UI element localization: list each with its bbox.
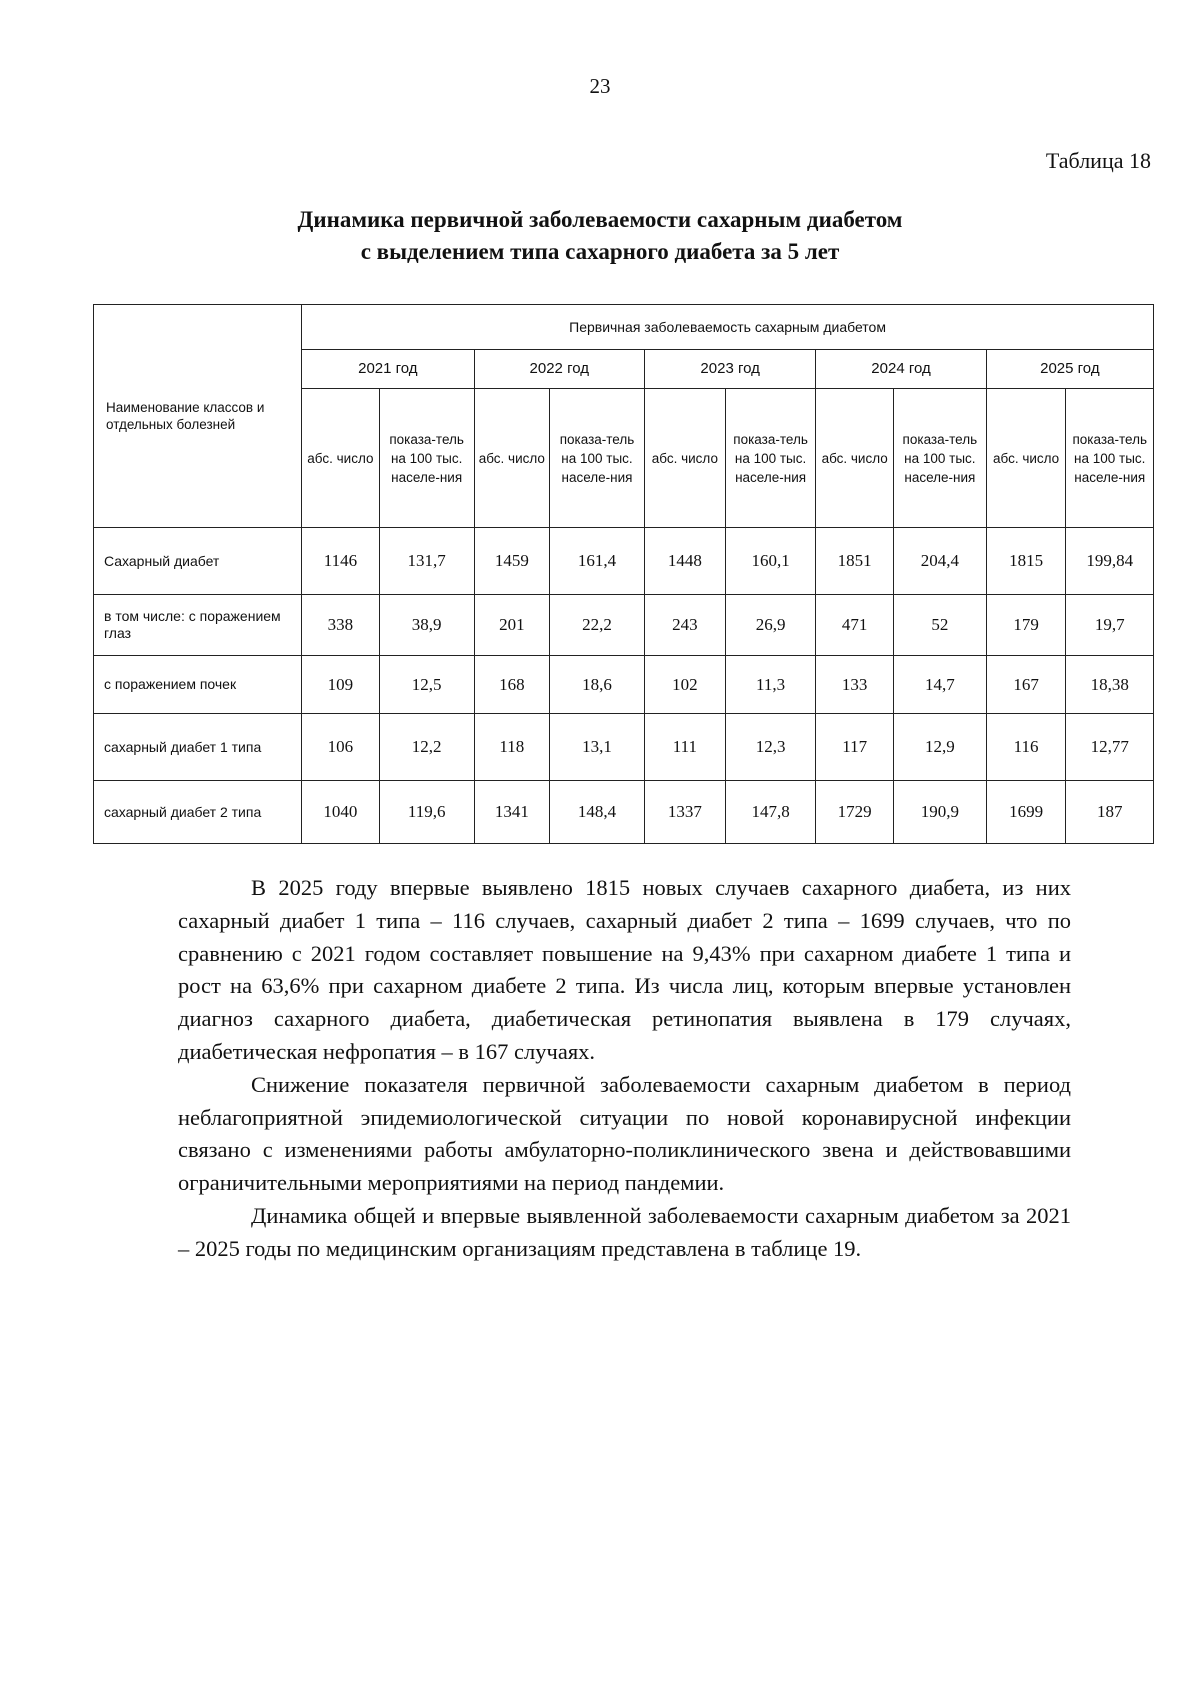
table-cell: 1459 [474, 528, 549, 595]
table-cell: 38,9 [379, 595, 474, 656]
table-cell: 11,3 [725, 656, 816, 714]
sub-header-abs: абс. число [644, 389, 725, 528]
table-cell: 168 [474, 656, 549, 714]
table-cell: 111 [644, 714, 725, 781]
row-name: сахарный диабет 1 типа [94, 714, 302, 781]
table-cell: 22,2 [550, 595, 645, 656]
year-header: 2025 год [986, 350, 1153, 389]
row-name: в том числе: с поражением глаз [94, 595, 302, 656]
body-text [178, 872, 1071, 1266]
table-cell: 167 [986, 656, 1066, 714]
table-cell: 179 [986, 595, 1066, 656]
year-header: 2021 год [302, 350, 475, 389]
table-cell: 160,1 [725, 528, 816, 595]
year-header: 2022 год [474, 350, 644, 389]
table-row [94, 595, 1154, 656]
sub-header-rate: показа-тель на 100 тыс. населе-ния [1066, 389, 1154, 528]
table-cell: 1699 [986, 781, 1066, 844]
table-cell: 471 [816, 595, 894, 656]
table-row [94, 781, 1154, 844]
table-cell: 1729 [816, 781, 894, 844]
table-cell: 187 [1066, 781, 1154, 844]
table-cell: 18,6 [550, 656, 645, 714]
year-header: 2023 год [644, 350, 815, 389]
table-cell: 14,7 [893, 656, 986, 714]
table-cell: 131,7 [379, 528, 474, 595]
table-cell: 12,77 [1066, 714, 1154, 781]
paragraph: В 2025 году впервые выявлено 1815 новых случаев сахарного диабета, из них сахарный диабет 1 типа – 116 случаев, сахарный диабет 2 типа – 1699 случаев, что по сравнению с 2021 годом составляет повышение на 9,43% при сахарном диабете 1 типа и рост на 63,6% при сахарном диабете 2 типа. Из числа лиц, которым впервые установлен диагноз сахарного диабета, диабетическая ретинопатия выявлена в 179 случаях, диабетическая нефропатия – в 167 случаях. [178, 875, 1071, 1064]
table-row [94, 656, 1154, 714]
table-cell: 12,2 [379, 714, 474, 781]
table-cell: 204,4 [893, 528, 986, 595]
year-header: 2024 год [816, 350, 986, 389]
sub-header-abs: абс. число [986, 389, 1066, 528]
table-cell: 1040 [302, 781, 380, 844]
table-cell: 18,38 [1066, 656, 1154, 714]
paragraph: Снижение показателя первичной заболеваемости сахарным диабетом в период неблагоприятной эпидемиологической ситуации по новой коронавирусной инфекции связано с изменениями работы амбулаторно-поликлинического звена и действовавшими ограничительными мероприятиями на период пандемии. [178, 1071, 1071, 1196]
table-cell: 26,9 [725, 595, 816, 656]
table-cell: 1146 [302, 528, 380, 595]
group-header: Первичная заболеваемость сахарным диабетом [302, 305, 1154, 350]
title-line-1: Динамика первичной заболеваемости сахарным диабетом [297, 207, 903, 232]
table-cell: 1337 [644, 781, 725, 844]
table-cell: 102 [644, 656, 725, 714]
table-caption: Таблица 18 [1045, 148, 1151, 173]
row-name: сахарный диабет 2 типа [94, 781, 302, 844]
paragraph: Динамика общей и впервые выявленной заболеваемости сахарным диабетом за 2021 – 2025 годы по медицинским организациям представлена в таблице 19. [178, 1202, 1071, 1261]
sub-header-rate: показа-тель на 100 тыс. населе-ния [725, 389, 816, 528]
table-row [94, 714, 1154, 781]
table-cell: 133 [816, 656, 894, 714]
table-cell: 116 [986, 714, 1066, 781]
title-line-2: с выделением типа сахарного диабета за 5 лет [360, 239, 840, 264]
row-header: Наименование классов и отдельных болезней [94, 305, 302, 528]
table-row [94, 528, 1154, 595]
table-cell: 1341 [474, 781, 549, 844]
table-cell: 52 [893, 595, 986, 656]
table-cell: 243 [644, 595, 725, 656]
sub-header-abs: абс. число [302, 389, 380, 528]
table-cell: 19,7 [1066, 595, 1154, 656]
incidence-table [93, 304, 1154, 844]
sub-header-rate: показа-тель на 100 тыс. населе-ния [550, 389, 645, 528]
table-cell: 118 [474, 714, 549, 781]
document-title [150, 204, 1050, 268]
sub-header-abs: абс. число [816, 389, 894, 528]
sub-header-abs: абс. число [474, 389, 549, 528]
table-cell: 1815 [986, 528, 1066, 595]
row-name: с поражением почек [94, 656, 302, 714]
table-cell: 199,84 [1066, 528, 1154, 595]
table-cell: 117 [816, 714, 894, 781]
table-cell: 13,1 [550, 714, 645, 781]
sub-header-rate: показа-тель на 100 тыс. населе-ния [893, 389, 986, 528]
table-cell: 161,4 [550, 528, 645, 595]
table-cell: 109 [302, 656, 380, 714]
table-cell: 12,9 [893, 714, 986, 781]
table-cell: 201 [474, 595, 549, 656]
table-cell: 147,8 [725, 781, 816, 844]
table-cell: 1851 [816, 528, 894, 595]
page-number: 23 [589, 74, 611, 98]
table-cell: 338 [302, 595, 380, 656]
table-cell: 12,5 [379, 656, 474, 714]
row-name: Сахарный диабет [94, 528, 302, 595]
table-cell: 190,9 [893, 781, 986, 844]
table-cell: 106 [302, 714, 380, 781]
table-cell: 1448 [644, 528, 725, 595]
table-cell: 148,4 [550, 781, 645, 844]
table-cell: 119,6 [379, 781, 474, 844]
sub-header-rate: показа-тель на 100 тыс. населе-ния [379, 389, 474, 528]
table-cell: 12,3 [725, 714, 816, 781]
